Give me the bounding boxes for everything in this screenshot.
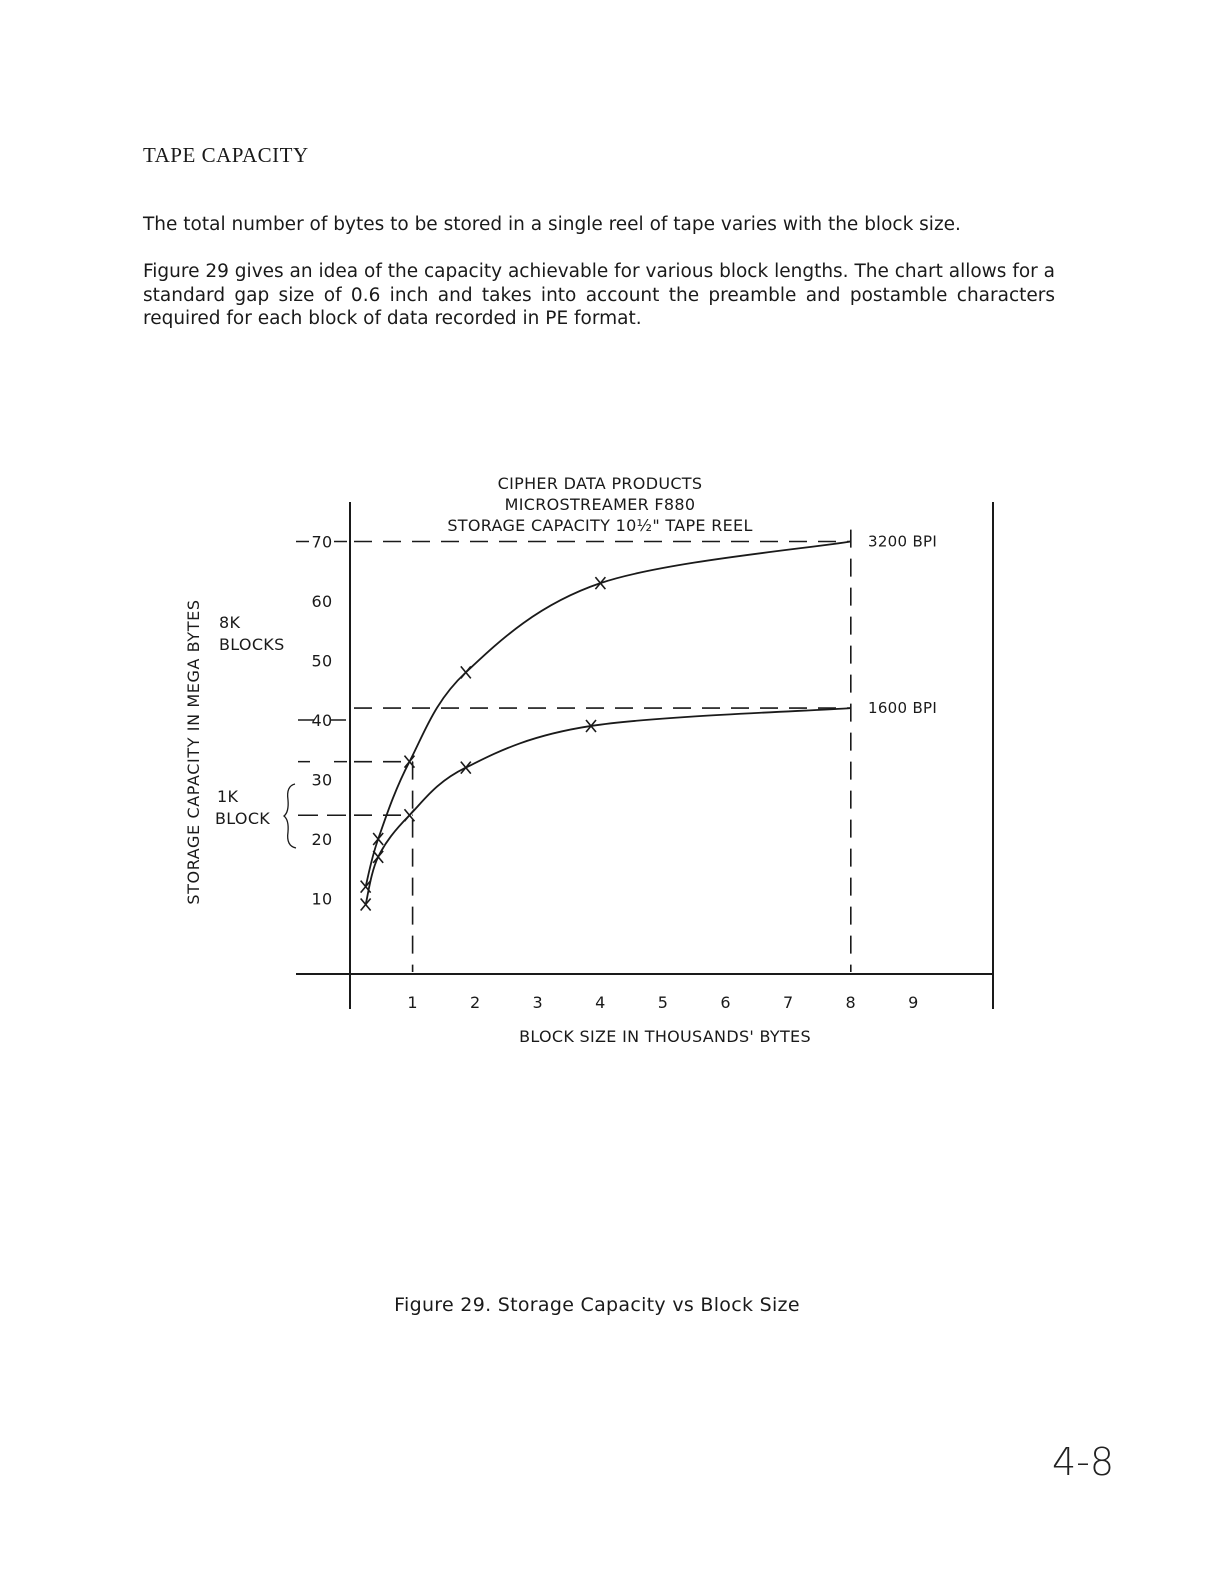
y-tick-label-50: 50 [311,651,333,671]
x-tick-label-6: 6 [720,993,731,1012]
data-point-1600-bpi-2 [373,851,383,863]
annotation-8k-label: 8K [219,613,241,632]
y-tick-label-20: 20 [311,830,333,849]
figure-caption: Figure 29. Storage Capacity vs Block Size [394,1294,800,1316]
x-tick-label-7: 7 [782,993,794,1012]
y-tick-label-30: 30 [311,770,333,790]
x-tick-label-8: 8 [845,993,857,1012]
x-tick-label-5: 5 [657,993,669,1012]
series-label-1600-bpi: 1600 BPI [868,699,938,718]
annotation-1k-brace [284,784,296,848]
chart-title-line-2: MICROSTREAMER F880 [504,495,696,514]
data-point-3200-bpi-5 [595,577,605,589]
series-line-1600-bpi [366,708,851,904]
x-tick-label-9: 9 [908,993,919,1012]
x-tick-label-2: 2 [469,993,481,1012]
series-line-3200-bpi [366,542,851,887]
data-point-3200-bpi-4 [461,666,471,678]
x-tick-label-4: 4 [595,993,606,1012]
data-point-1600-bpi-3 [404,809,414,821]
annotation-8k-blocks-label: BLOCKS [219,635,285,654]
x-tick-label-1: 1 [407,993,418,1012]
chart-title-line-1: CIPHER DATA PRODUCTS [497,474,703,493]
y-tick-label-10: 10 [311,889,333,909]
x-axis-label: BLOCK SIZE IN THOUSANDS' BYTES [519,1027,811,1046]
paragraph-detail: Figure 29 gives an idea of the capacity achievable for various block lengths. The chart allows for a standard gap size of 0.6 inch and takes into account the preamble and postamble characters required for each block of data recorded in PE format. [143,261,1055,329]
series-label-3200-bpi: 3200 BPI [868,532,938,551]
y-tick-label-60: 60 [311,592,333,611]
y-tick-label-40: 40 [311,711,333,730]
data-point-1600-bpi-4 [461,762,471,774]
y-axis-label: STORAGE CAPACITY IN MEGA BYTES [184,599,203,905]
paragraph-intro: The total number of bytes to be stored in a single reel of tape varies with the block size. [143,214,961,235]
page-number: 4-8 [1052,1440,1115,1484]
section-heading: TAPE CAPACITY [143,143,309,167]
annotation-1k-block-label: BLOCK [215,809,271,828]
y-tick-label-70: 70 [311,532,333,552]
data-point-1600-bpi-1 [361,898,371,910]
annotation-1k-label: 1K [217,787,239,806]
data-point-3200-bpi-2 [373,833,383,845]
x-tick-label-3: 3 [532,993,544,1012]
chart-title-line-3: STORAGE CAPACITY 10½" TAPE REEL [447,516,753,535]
